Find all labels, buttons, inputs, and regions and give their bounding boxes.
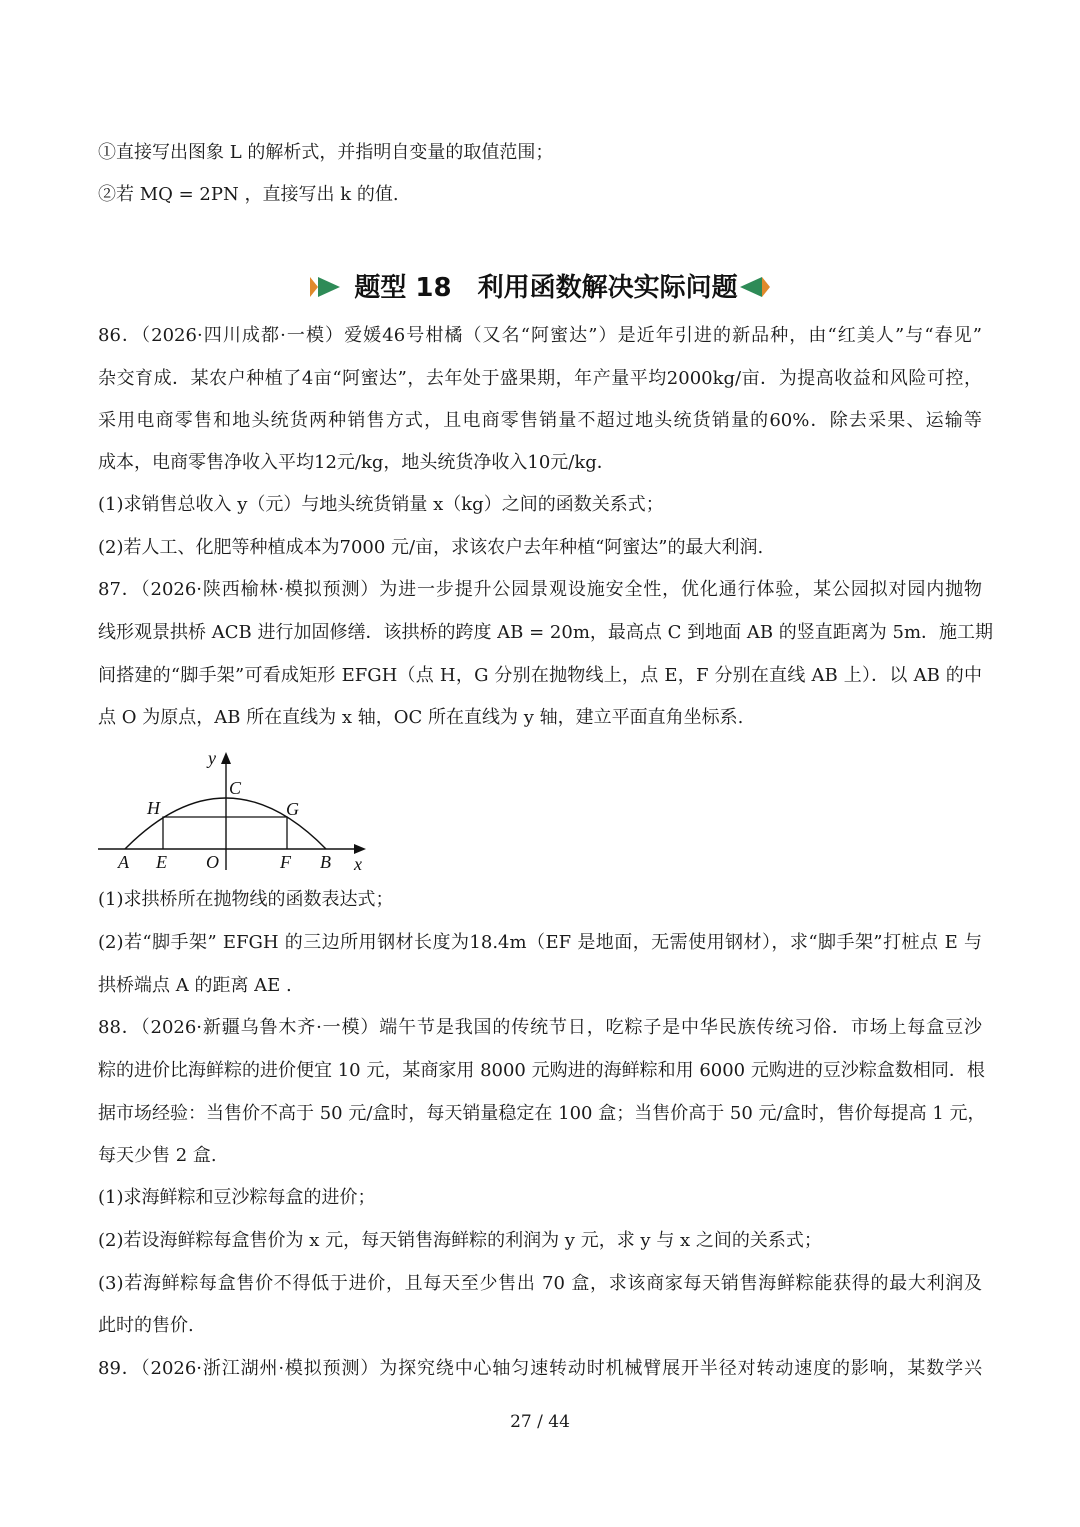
q88-line: 据市场经验：当售价不高于 50 元/盒时，每天销量稳定在 100 盒；当售价高于 50 元/盒时，售价每提高 1 元， (98, 1103, 986, 1124)
q88-part-3-cont: 此时的售价. (98, 1315, 194, 1336)
q88-line: 粽的进价比海鲜粽的进价便宜 10 元，某商家用 8000 元购进的海鲜粽和用 6000 元购进的豆沙粽盒数相同．根 (98, 1060, 985, 1081)
prev-question-part-1: ①直接写出图象 L 的解析式，并指明自变量的取值范围； (98, 142, 554, 163)
y-axis-arrow-icon (221, 752, 231, 764)
q87-line: 间搭建的“脚手架”可看成矩形 EFGH（点 H，G 分别在抛物线上，点 E，F 分别在直线 AB 上）．以 AB 的中 (98, 665, 982, 686)
q86-part-1: (1)求销售总收入 y（元）与地头统货销量 x（kg）之间的函数关系式； (98, 494, 664, 515)
q88-line: 88．（2026·新疆乌鲁木齐·一模）端午节是我国的传统节日，吃粽子是中华民族传统习俗．市场上每盒豆沙 (98, 1017, 982, 1038)
arrow-right-icon (318, 277, 340, 297)
q87-line: 线形观景拱桥 ACB 进行加固修缮．该拱桥的跨度 AB = 20m，最高点 C 到地面 AB 的竖直距离为 5m．施工期 (98, 622, 994, 643)
q87-line: 点 O 为原点，AB 所在直线为 x 轴，OC 所在直线为 y 轴，建立平面直角坐标系. (98, 707, 744, 728)
q88-part-1: (1)求海鲜粽和豆沙粽每盒的进价； (98, 1187, 376, 1208)
q87-part-2-cont: 拱桥端点 A 的距离 AE . (98, 975, 292, 996)
x-axis-arrow-icon (354, 844, 366, 854)
section-heading (0, 270, 1080, 306)
q86-line: 成本，电商零售净收入平均12元/kg，地头统货净收入10元/kg． (98, 452, 615, 473)
label-y: y (208, 748, 216, 768)
q88-part-3: (3)若海鲜粽每盒售价不得低于进价，且每天至少售出 70 盒，求该商家每天销售海鲜粽能获得的最大利润及 (98, 1273, 982, 1294)
page-number: 27 / 44 (510, 1412, 570, 1432)
arch-bridge-diagram (90, 740, 390, 880)
q87-line: 87．（2026·陕西榆林·模拟预测）为进一步提升公园景观设施安全性，优化通行体验，某公园拟对园内抛物 (98, 579, 982, 600)
scaffold-rectangle (163, 817, 287, 849)
q88-line: 每天少售 2 盒. (98, 1145, 217, 1166)
q86-line: 86．（2026·四川成都·一模）爱媛46号柑橘（又名“阿蜜达”）是近年引进的新品种，由“红美人”与“春见” (98, 325, 982, 346)
section-title: 题型 18 利用函数解决实际问题 (354, 273, 738, 303)
label-F: F (280, 852, 291, 872)
q89-line: 89．（2026·浙江湖州·模拟预测）为探究绕中心轴匀速转动时机械臂展开半径对转动速度的影响，某数学兴 (98, 1358, 982, 1379)
label-A: A (118, 852, 129, 872)
prev-question-part-2: ②若 MQ = 2PN ，直接写出 k 的值. (98, 184, 399, 205)
q86-line: 采用电商零售和地头统货两种销售方式，且电商零售销量不超过地头统货销量的60%．除去采果、运输等 (98, 410, 982, 431)
label-B: B (320, 852, 331, 872)
label-x: x (354, 854, 362, 874)
label-C: C (229, 778, 242, 798)
q86-line: 杂交育成．某农户种植了4亩“阿蜜达”，去年处于盛果期，年产量平均2000kg/亩．为提高收益和风险可控， (98, 368, 982, 389)
label-H: H (147, 798, 160, 818)
q88-part-2: (2)若设海鲜粽每盒售价为 x 元，每天销售海鲜粽的利润为 y 元，求 y 与 x 之间的关系式； (98, 1230, 822, 1251)
label-O: O (206, 852, 219, 872)
label-E: E (156, 852, 167, 872)
label-G: G (286, 799, 299, 819)
arrow-left-icon (740, 277, 762, 297)
q87-part-1: (1)求拱桥所在抛物线的函数表达式； (98, 889, 394, 910)
q86-part-2: (2)若人工、化肥等种植成本为7000 元/亩，求该农户去年种植“阿蜜达”的最大利润. (98, 537, 764, 558)
q87-part-2: (2)若“脚手架” EFGH 的三边所用钢材长度为18.4m（EF 是地面，无需使用钢材），求“脚手架”打桩点 E 与 (98, 932, 982, 953)
